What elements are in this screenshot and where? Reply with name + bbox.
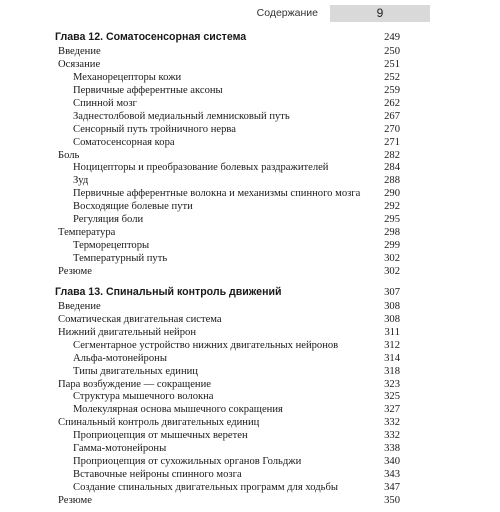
toc-entry-title: Резюме xyxy=(58,265,92,277)
toc-entry-title: Соматосенсорная кора xyxy=(73,136,175,148)
toc-entry-page-number: 250 xyxy=(384,46,400,57)
toc-subsection xyxy=(55,85,400,98)
toc-subsection xyxy=(55,98,400,111)
toc-entry-page-number: 340 xyxy=(384,456,400,468)
toc-chapter xyxy=(55,31,400,279)
toc-entry-title: Структура мышечного волокна xyxy=(73,391,214,403)
toc-entry-title: Терморецепторы xyxy=(73,240,150,252)
chapter-title: Глава 12. Соматосенсорная система xyxy=(55,31,247,43)
toc-subsection xyxy=(55,201,400,214)
toc-entry-title: Температура xyxy=(58,227,116,239)
toc-entry-title: Пара возбуждение — сокращение xyxy=(58,378,211,390)
toc-entry-page-number: 347 xyxy=(384,482,400,493)
table-of-contents xyxy=(55,31,400,512)
toc-entry-page-number: 251 xyxy=(384,58,400,70)
toc-entry-page-number: 350 xyxy=(384,494,400,506)
toc-subsection xyxy=(55,137,400,150)
toc-entry-title: Температурный путь xyxy=(73,253,168,264)
toc-entry-page-number: 271 xyxy=(384,136,400,148)
toc-subsection xyxy=(55,391,400,404)
toc-entry-title: Нижний двигательный нейрон xyxy=(58,326,196,338)
toc-entry-page-number: 284 xyxy=(384,162,400,174)
toc-entry-page-number: 302 xyxy=(384,253,400,264)
chapter-page-number: 249 xyxy=(384,32,400,43)
toc-entry-title: Альфа-мотонейроны xyxy=(73,352,167,364)
toc-entry-title: Введение xyxy=(58,46,101,57)
toc-entry-title: Восходящие болевые пути xyxy=(73,201,193,213)
toc-subsection xyxy=(55,404,400,417)
toc-entry-title: Заднестолбовой медиальный лемнисковый путь xyxy=(73,110,290,122)
chapter-heading xyxy=(55,31,400,44)
toc-entry-page-number: 290 xyxy=(384,188,400,200)
toc-entry-title: Проприоцепция от мышечных веретен xyxy=(73,430,248,442)
toc-entry-page-number: 292 xyxy=(384,201,400,213)
toc-entry-page-number: 332 xyxy=(384,417,400,429)
toc-subsection xyxy=(55,456,400,469)
toc-subsection xyxy=(55,430,400,443)
toc-entry-title: Регуляция боли xyxy=(73,214,144,226)
toc-section xyxy=(55,327,400,340)
toc-entry-page-number: 338 xyxy=(384,443,400,455)
toc-entry-page-number: 288 xyxy=(384,175,400,187)
toc-section xyxy=(55,379,400,392)
toc-section xyxy=(55,301,400,314)
toc-subsection xyxy=(55,366,400,379)
toc-entry-title: Зуд xyxy=(73,175,89,187)
toc-entry-page-number: 267 xyxy=(384,110,400,122)
toc-entry-page-number: 327 xyxy=(384,404,400,416)
toc-entry-title: Введение xyxy=(58,300,101,312)
toc-subsection xyxy=(55,175,400,188)
toc-subsection xyxy=(55,340,400,353)
toc-entry-title: Спинальный контроль двигательных единиц xyxy=(58,417,260,429)
toc-entry-page-number: 295 xyxy=(384,214,400,226)
toc-section xyxy=(55,46,400,59)
toc-entry-title: Боль xyxy=(58,149,80,161)
toc-entry-title: Механорецепторы кожи xyxy=(73,71,182,83)
toc-entry-page-number: 259 xyxy=(384,84,400,96)
toc-entry-title: Осязание xyxy=(58,58,101,70)
toc-section xyxy=(55,59,400,72)
toc-entry-page-number: 262 xyxy=(384,97,400,109)
toc-subsection xyxy=(55,162,400,175)
toc-section xyxy=(55,417,400,430)
toc-subsection xyxy=(55,253,400,266)
toc-entry-page-number: 314 xyxy=(384,352,400,364)
chapter-page-number: 307 xyxy=(384,286,400,298)
toc-entry-title: Вставочные нейроны спинного мозга xyxy=(73,469,242,481)
toc-subsection xyxy=(55,353,400,366)
toc-entry-page-number: 270 xyxy=(384,123,400,135)
toc-entry-page-number: 312 xyxy=(384,339,400,351)
toc-entry-page-number: 302 xyxy=(384,265,400,277)
toc-entry-page-number: 318 xyxy=(384,365,400,377)
toc-entry-page-number: 252 xyxy=(384,71,400,83)
toc-entry-page-number: 332 xyxy=(384,430,400,442)
toc-entry-page-number: 325 xyxy=(384,391,400,403)
toc-entry-title: Первичные афферентные аксоны xyxy=(73,84,223,96)
toc-entry-page-number: 298 xyxy=(384,227,400,239)
toc-subsection xyxy=(55,240,400,253)
toc-entry-page-number: 308 xyxy=(384,300,400,312)
toc-section xyxy=(55,495,400,508)
toc-subsection xyxy=(55,72,400,85)
page-number: 9 xyxy=(330,5,430,22)
toc-section xyxy=(55,266,400,279)
toc-entry-page-number: 308 xyxy=(384,313,400,325)
toc-entry-title: Молекулярная основа мышечного сокращения xyxy=(73,404,283,416)
toc-entry-page-number: 282 xyxy=(384,149,400,161)
toc-chapter xyxy=(55,286,400,508)
chapter-title: Глава 13. Спинальный контроль движений xyxy=(55,285,282,298)
toc-entry-title: Гамма-мотонейроны xyxy=(73,443,167,455)
toc-subsection xyxy=(55,124,400,137)
toc-entry-page-number: 323 xyxy=(384,378,400,390)
toc-subsection xyxy=(55,214,400,227)
toc-entry-title: Создание спинальных двигательных программ для ходьбы xyxy=(73,482,338,493)
toc-entry-title: Проприоцепция от сухожильных органов Гольджи xyxy=(73,456,302,468)
toc-entry-title: Сенсорный путь тройничного нерва xyxy=(73,123,236,135)
toc-section xyxy=(55,227,400,240)
toc-section xyxy=(55,150,400,163)
toc-entry-page-number: 343 xyxy=(384,469,400,481)
chapter-heading xyxy=(55,286,400,299)
toc-entry-title: Сегментарное устройство нижних двигательных нейронов xyxy=(73,339,339,351)
toc-entry-title: Типы двигательных единиц xyxy=(73,365,198,377)
toc-entry-title: Соматическая двигательная система xyxy=(58,313,222,325)
toc-entry-title: Резюме xyxy=(58,494,92,506)
toc-entry-title: Первичные афферентные волокна и механизмы спинного мозга xyxy=(73,188,361,200)
toc-subsection xyxy=(55,469,400,482)
running-head-title: Содержание xyxy=(256,7,318,19)
toc-entry-title: Спинной мозг xyxy=(73,97,137,109)
toc-section xyxy=(55,314,400,327)
running-head xyxy=(170,5,430,22)
toc-entry-page-number: 311 xyxy=(384,326,400,338)
toc-entry-page-number: 299 xyxy=(384,240,400,252)
toc-entry-title: Ноцицепторы и преобразование болевых раздражителей xyxy=(73,162,329,174)
toc-subsection xyxy=(55,188,400,201)
toc-subsection xyxy=(55,111,400,124)
toc-subsection xyxy=(55,482,400,495)
toc-subsection xyxy=(55,443,400,456)
